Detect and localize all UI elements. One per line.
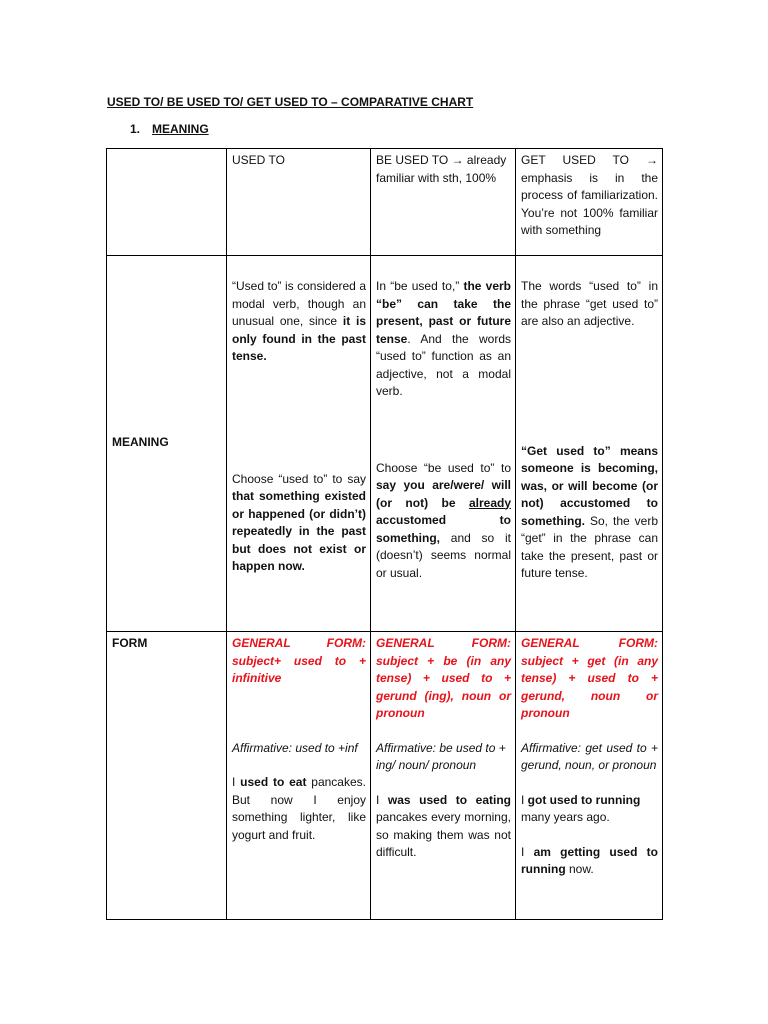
form-get-used-to-example-1: I got used to running many years ago. — [521, 792, 641, 824]
form-used-to-general: GENERAL FORM: subject+ used to + infinitive — [232, 636, 366, 685]
meaning-get-used-to-cell — [516, 256, 663, 632]
meaning-row — [107, 256, 663, 632]
form-used-to-affirmative: Affirmative: used to +inf — [232, 740, 358, 755]
table-header-row — [107, 149, 663, 256]
meaning-get-used-to-text-b: “Get used to” means someone is becoming, was, or will become (or not) accustomed to something. So, the verb “get” in the phrase can take the present, past or future tense. — [521, 443, 658, 580]
form-used-to-example: I used to eat pancakes. But now I enjoy something lighter, like yogurt and fruit. — [232, 775, 366, 842]
document-title: USED TO/ BE USED TO/ GET USED TO – COMPARATIVE CHART — [107, 95, 474, 109]
form-get-used-to-general: GENERAL FORM: subject + get (in any tense) + used to + gerund, noun or pronoun — [521, 636, 658, 720]
meaning-used-to-cell — [227, 256, 371, 632]
header-be-used-to: BE USED TO → already familiar with sth, 100% — [371, 149, 516, 256]
comparative-chart — [106, 148, 663, 920]
meaning-label: MEANING — [112, 435, 169, 450]
meaning-be-used-to-text-b: Choose “be used to” to say you are/were/ will (or not) be already accustomed to something, and so it (doesn’t) seems normal or usual. — [376, 460, 511, 580]
form-be-used-to-affirmative: Affirmative: be used to + ing/ noun/ pronoun — [376, 740, 506, 772]
header-get-used-to: GET USED TO → emphasis is in the process of familiarization. You’re not 100% familiar with something — [516, 149, 663, 256]
form-get-used-to-affirmative: Affirmative: get used to + gerund, noun, or pronoun — [521, 740, 658, 772]
form-be-used-to-example: I was used to eating pancakes every morning, so making them was not difficult. — [376, 792, 512, 859]
section-number: 1. — [130, 122, 141, 136]
meaning-used-to-text-b: Choose “used to” to say that something existed or happened (or didn’t) repeatedly in the past but does not exist or happen now. — [232, 471, 366, 573]
form-row — [107, 632, 663, 920]
form-be-used-to-general: GENERAL FORM: subject + be (in any tense) + used to + gerund (ing), noun or pronoun — [376, 636, 511, 720]
form-label-cell — [107, 632, 227, 920]
section-title: MEANING — [152, 122, 209, 136]
form-label: FORM — [112, 636, 148, 650]
meaning-be-used-to-cell — [371, 256, 516, 632]
corner-cell — [107, 149, 227, 256]
header-used-to: USED TO — [227, 149, 371, 256]
meaning-get-used-to-text-a: The words “used to” in the phrase “get used to” are also an adjective. — [521, 279, 658, 328]
form-used-to-cell — [227, 632, 371, 920]
meaning-label-cell — [107, 256, 227, 632]
form-get-used-to-example-2: I am getting used to running now. — [521, 844, 659, 876]
meaning-be-used-to-text-a: In “be used to,” the verb “be” can take the present, past or future tense. And the words “used to” function as an adjective, not a modal verb. — [376, 279, 512, 398]
form-get-used-to-cell — [516, 632, 663, 920]
meaning-used-to-text-a: “Used to” is considered a modal verb, though an unusual one, since it is only found in the past tense. — [232, 279, 367, 363]
form-be-used-to-cell — [371, 632, 516, 920]
